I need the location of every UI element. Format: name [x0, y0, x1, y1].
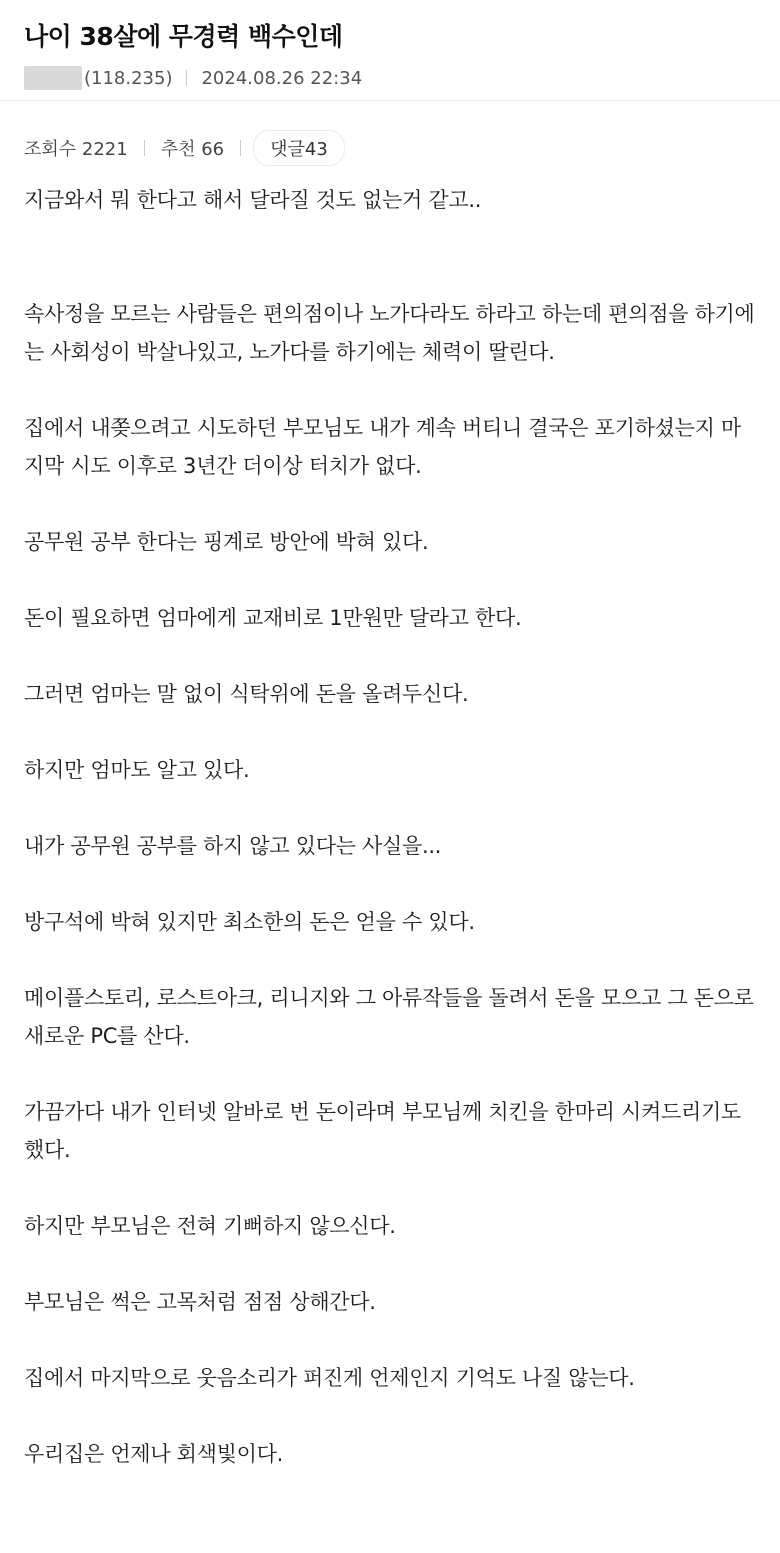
body-paragraph: 가끔가다 내가 인터넷 알바로 번 돈이라며 부모님께 치킨을 한마리 시켜드리기도 했다.: [24, 1100, 741, 1162]
body-paragraph: 집에서 내쫒으려고 시도하던 부모님도 내가 계속 버티니 결국은 포기하셨는지 마지막 시도 이후로 3년간 더이상 터치가 없다.: [24, 416, 741, 478]
post-header: [0, 0, 780, 101]
recommend-count: 추천 66: [160, 139, 225, 160]
author-name-redacted[interactable]: [24, 66, 82, 90]
body-paragraph: 돈이 필요하면 엄마에게 교재비로 1만원만 달라고 한다.: [24, 606, 522, 630]
stats-divider: [240, 140, 241, 156]
post-title: 나이 38살에 무경력 백수인데: [24, 22, 343, 51]
body-paragraph: 부모님은 썩은 고목처럼 점점 상해간다.: [24, 1290, 376, 1314]
body-paragraph: 그러면 엄마는 말 없이 식탁위에 돈을 올려두신다.: [24, 682, 469, 706]
author-ip: (118.235): [84, 67, 173, 89]
body-paragraph: 속사정을 모르는 사람들은 편의점이나 노가다라도 하라고 하는데 편의점을 하기에는 사회성이 박살나있고, 노가다를 하기에는 체력이 딸린다.: [24, 302, 755, 364]
body-paragraph: 메이플스토리, 로스트아크, 리니지와 그 아류작들을 돌려서 돈을 모으고 그 돈으로 새로운 PC를 산다.: [24, 986, 754, 1048]
meta-divider: [186, 70, 187, 86]
body-paragraph: 하지만 부모님은 전혀 기뻐하지 않으신다.: [24, 1214, 396, 1238]
view-count: 조회수 2221: [24, 139, 128, 160]
post-meta: [24, 64, 756, 92]
body-paragraph: 집에서 마지막으로 웃음소리가 퍼진게 언제인지 기억도 나질 않는다.: [24, 1366, 635, 1390]
comment-count-button[interactable]: 댓글43: [253, 130, 345, 166]
post-stats: [0, 101, 780, 167]
body-paragraph: 방구석에 박혀 있지만 최소한의 돈은 얻을 수 있다.: [24, 910, 475, 934]
post-date: 2024.08.26 22:34: [201, 67, 363, 89]
body-paragraph: 지금와서 뭐 한다고 해서 달라질 것도 없는거 같고..: [24, 188, 482, 212]
body-paragraph: 하지만 엄마도 알고 있다.: [24, 758, 250, 782]
body-paragraph: 우리집은 언제나 회색빛이다.: [24, 1442, 283, 1466]
post-body: [0, 167, 780, 1473]
stats-divider: [144, 140, 145, 156]
body-paragraph: 공무원 공부 한다는 핑계로 방안에 박혀 있다.: [24, 530, 429, 554]
body-paragraph: 내가 공무원 공부를 하지 않고 있다는 사실을...: [24, 834, 442, 858]
